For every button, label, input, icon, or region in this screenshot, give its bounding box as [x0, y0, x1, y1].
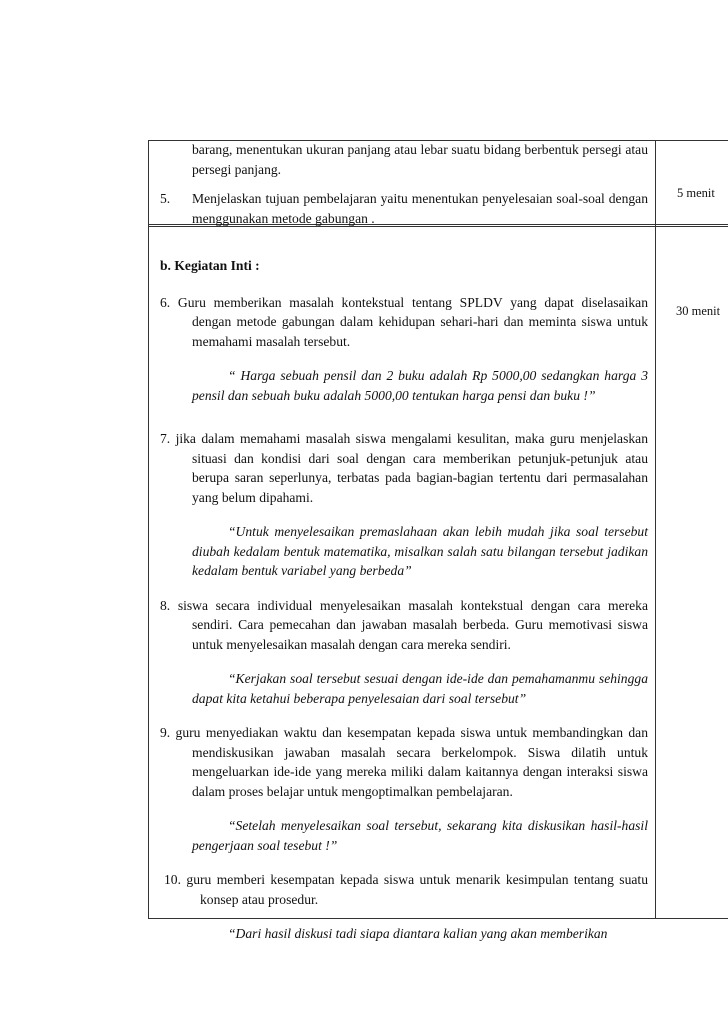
item-10-text: 10. guru memberi kesempatan kepada siswa untuk menarik kesimpulan tentang suatu konsep atau prosedur. [164, 872, 648, 907]
column-divider [655, 140, 656, 919]
continued-text: barang, menentukan ukuran panjang atau lebar suatu bidang berbentuk persegi atau persegi panjang. [192, 142, 648, 177]
item-9-quote: “Setelah menyelesaikan soal tersebut, sekarang kita diskusikan hasil-hasil pengerjaan soal tesebut !” [192, 818, 648, 853]
inti-content [160, 256, 648, 944]
item-7-text: 7. jika dalam memahami masalah siswa mengalami kesulitan, maka guru menjelaskan situasi dan kondisi dari soal dengan cara memberikan petunjuk-petunjuk atau berupa saran seperlunya, terbatas pada bagian-bagian tertentu dari permasalahan yang belum dipahami. [160, 431, 648, 505]
item-6-text: 6. Guru memberikan masalah kontekstual tentang SPLDV yang dapat diselasaikan dengan metode gabungan dalam kehidupan sehari-hari dan meminta siswa untuk memahami masalah tersebut. [160, 294, 648, 349]
item-7-quote: “Untuk menyelesaikan premaslahaan akan lebih mudah jika soal tersebut diubah kedalam bentuk matematika, misalkan salah satu bilangan tersebut jadikan kedalam bentuk variabel yang berbeda” [192, 524, 648, 578]
item-5 [160, 189, 648, 228]
table-left-border [148, 140, 149, 919]
item-5-number: 5. [160, 191, 171, 206]
item-10-quote: “Dari hasil diskusi tadi siapa diantara kalian yang akan memberikan [228, 926, 608, 941]
inti-time: 30 menit [676, 304, 721, 318]
item-5-text: Menjelaskan tujuan pembelajaran yaitu menentukan penyelesaian soal-soal dengan menggunakan metode gabungan . [192, 191, 648, 226]
item-5-time: 5 menit [677, 186, 715, 200]
top-row-content [160, 140, 648, 228]
item-8-quote: “Kerjakan soal tersebut sesuai dengan ide-ide dan pemahamanmu sehingga dapat kita ketahui beberapa penyelesaian dari soal tersebut” [192, 671, 648, 706]
item-6-quote: “ Harga sebuah pensil dan 2 buku adalah Rp 5000,00 sedangkan harga 3 pensil dan sebuah buku adalah 5000,00 tentukan harga pensi dan buku !” [192, 368, 648, 403]
section-heading: b. Kegiatan Inti : [160, 258, 260, 273]
item-8-text: 8. siswa secara individual menyelesaikan masalah kontekstual dengan cara mereka sendiri. Cara pemecahan dan jawaban masalah berbeda. Guru memotivasi siswa untuk menyelesaikan masalah dengan cara mereka sendiri. [160, 597, 648, 652]
item-9-text: 9. guru menyediakan waktu dan kesempatan kepada siswa untuk membandingkan dan mendiskusikan jawaban masalah secara berkelompok. Siswa dilatih untuk mengeluarkan ide-ide yang mereka miliki dalam kaitannya dengan interaksi siswa dalam proses belajar untuk mengoptimalkan pembelajaran. [160, 725, 648, 799]
